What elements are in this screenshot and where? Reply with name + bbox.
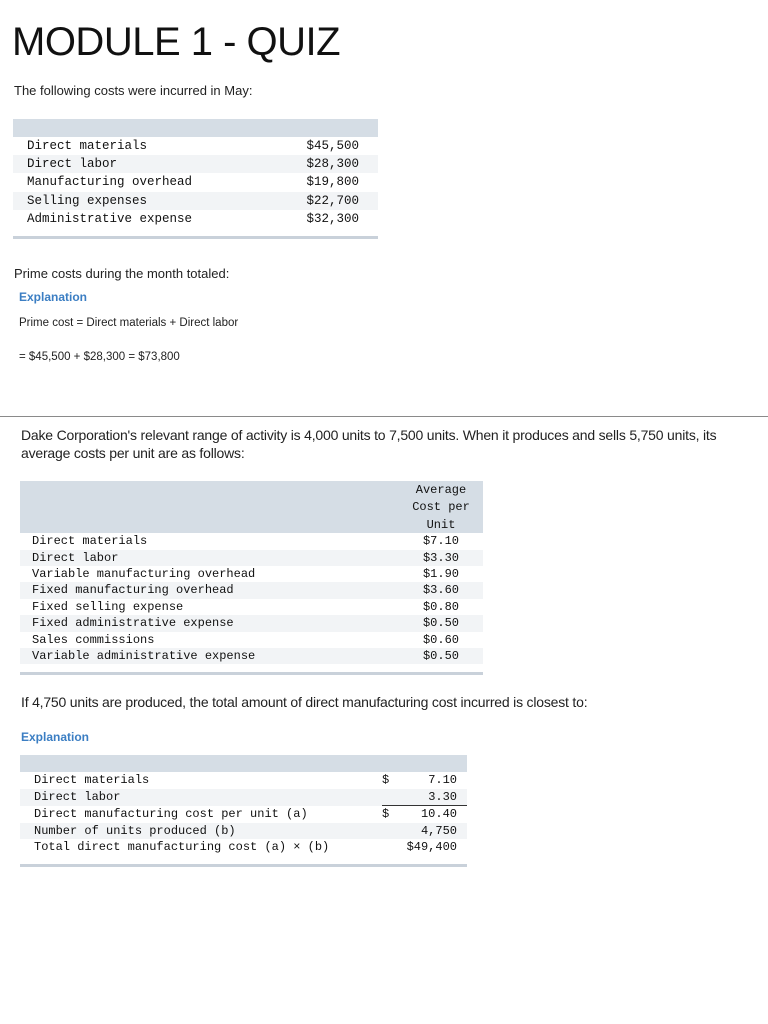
q1-calculation: = $45,500 + $28,300 = $73,800: [19, 351, 180, 363]
solution-label: Direct labor: [20, 789, 382, 806]
table-row: [20, 789, 467, 806]
table-row: [20, 550, 483, 566]
solution-label: Direct manufacturing cost per unit (a): [34, 806, 308, 821]
q1-explanation-heading: Explanation: [19, 290, 88, 304]
table-header-row: [20, 481, 483, 533]
solution-value: 10.40: [420, 807, 457, 822]
table-row: [20, 582, 483, 598]
q2-cost-table: [20, 481, 483, 675]
table-row: [13, 137, 378, 155]
currency-symbol: [382, 823, 402, 840]
cost-label: Direct materials: [32, 534, 148, 549]
q2-question: If 4,750 units are produced, the total amount of direct manufacturing cost incurred is closest to:: [21, 694, 588, 710]
cost-value: $7.10: [422, 534, 459, 549]
cost-value: $32,300: [306, 211, 359, 226]
table-row: [20, 566, 483, 582]
q1-cost-table: [13, 119, 378, 239]
cost-label: Variable administrative expense: [20, 648, 399, 664]
cost-label: Fixed selling expense: [32, 599, 184, 614]
column-header-line: Unit: [426, 517, 456, 532]
table-row: [13, 155, 378, 173]
cost-value: $3.30: [399, 550, 483, 566]
cost-label: Sales commissions: [32, 632, 155, 647]
table-row: [20, 599, 483, 615]
q1-intro: The following costs were incurred in May:: [14, 83, 253, 98]
cost-label: Fixed manufacturing overhead: [20, 582, 399, 598]
cost-label: Variable manufacturing overhead: [32, 567, 256, 582]
table-row: [20, 806, 467, 823]
table-footer-rule: [20, 664, 483, 674]
cost-value: $22,700: [274, 192, 378, 210]
table-header-row: [20, 755, 467, 772]
currency-symbol: [382, 789, 402, 806]
column-header-line: Cost per: [412, 500, 470, 515]
q1-formula: Prime cost = Direct materials + Direct labor: [19, 317, 239, 329]
cost-label: Direct labor: [13, 155, 274, 173]
table-row: [13, 210, 378, 228]
column-header-line: Average: [415, 483, 467, 497]
q2-intro: Dake Corporation's relevant range of activity is 4,000 units to 7,500 units. When it produces and sells 5,750 units, its average costs per unit are as follows:: [21, 427, 717, 461]
cost-value: $0.50: [399, 615, 483, 631]
q2-explanation-heading: Explanation: [21, 730, 90, 744]
table-row: [20, 648, 483, 664]
currency-symbol: $: [382, 773, 390, 787]
table-row: [20, 772, 467, 789]
table-footer-rule: [13, 228, 378, 238]
table-row: [20, 533, 483, 549]
q2-solution-table: [20, 755, 467, 867]
table-row: [20, 615, 483, 631]
cost-value: $0.50: [399, 648, 483, 664]
table-header-row: [13, 119, 378, 137]
cost-value: $45,500: [306, 139, 359, 154]
solution-value: 7.10: [428, 773, 457, 787]
cost-label: Selling expenses: [13, 192, 274, 210]
section-divider: [0, 416, 768, 417]
cost-label: Manufacturing overhead: [27, 175, 193, 190]
solution-label: Direct materials: [34, 773, 150, 787]
solution-label: Number of units produced (b): [20, 823, 382, 840]
cost-label: Direct labor: [20, 550, 399, 566]
currency-symbol: [382, 839, 402, 856]
cost-label: Direct materials: [27, 139, 148, 154]
cost-value: $1.90: [422, 567, 459, 582]
cost-label: Administrative expense: [27, 211, 193, 226]
table-footer-rule: [20, 856, 467, 866]
currency-symbol: $: [382, 807, 390, 822]
cost-label: Fixed administrative expense: [20, 615, 399, 631]
cost-value: $0.60: [422, 632, 459, 647]
cost-value: $0.80: [422, 599, 459, 614]
table-row: [20, 823, 467, 840]
table-row: [13, 173, 378, 191]
solution-label: Total direct manufacturing cost (a) × (b): [34, 840, 330, 855]
q1-question: Prime costs during the month totaled:: [14, 266, 230, 281]
table-row: [13, 192, 378, 210]
cost-value: $3.60: [399, 582, 483, 598]
cost-value: $28,300: [274, 155, 378, 173]
solution-value: 3.30: [402, 789, 467, 806]
cost-value: $19,800: [306, 175, 359, 190]
table-row: [20, 632, 483, 648]
solution-value: $49,400: [406, 840, 457, 855]
solution-value: 4,750: [402, 823, 467, 840]
table-row: [20, 839, 467, 856]
page-title: MODULE 1 - QUIZ: [12, 20, 341, 64]
